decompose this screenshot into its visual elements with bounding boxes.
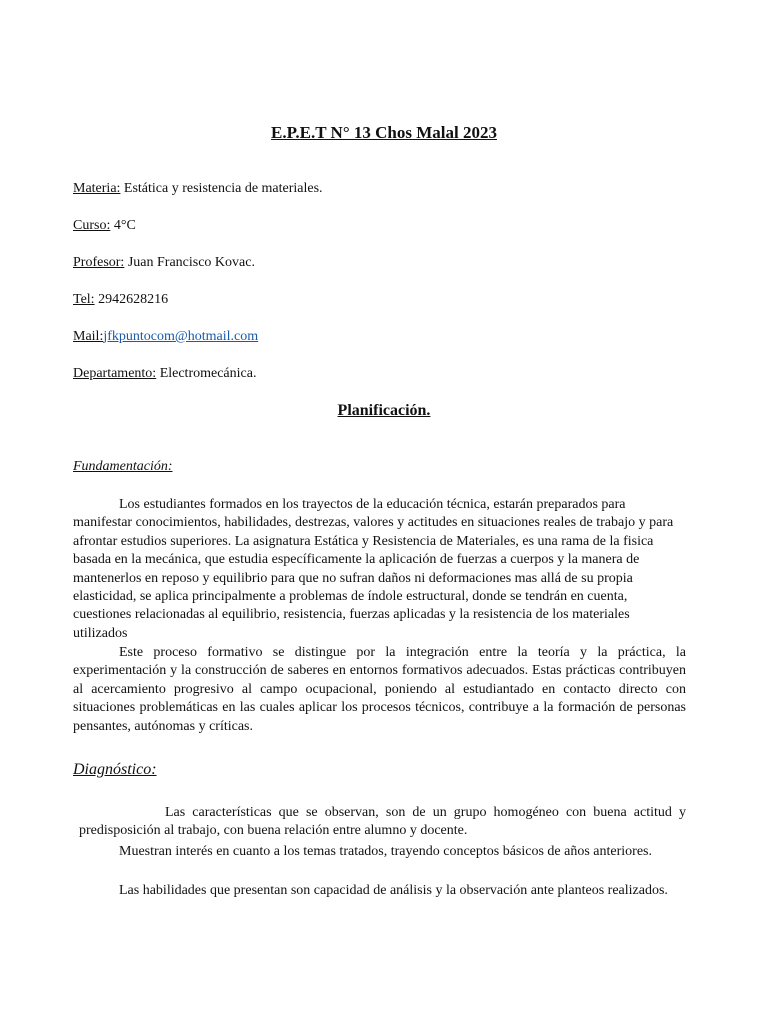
fundamentacion-paragraph-2: Este proceso formativo se distingue por la integración entre la teoría y la práctica, la experimentación y la construcción de saberes en entornos formativos adecuados. Estas prácticas contribuyen al acercamiento progresivo al campo ocupacional, poniendo al estudiantado en contacto directo con situaciones problemáticas en las cuales aplicar los procesos técnicos, contribuye a la formación de personas pensantes, autónomas y críticas. [73,645,686,734]
profesor-value: Juan Francisco Kovac. [124,255,255,270]
diagnostico-paragraph-1: Las características que se observan, son de un grupo homogéneo con buena actitud y predisposición al trabajo, con buena relación entre alumno y docente. [79,805,686,839]
mail-label: Mail: [73,329,104,344]
profesor-field [73,254,255,272]
curso-field [73,217,136,235]
diagnostico-paragraph-2: Muestran interés en cuanto a los temas tratados, trayendo conceptos básicos de años anteriores. [119,844,652,859]
curso-value: 4°C [110,218,136,233]
curso-label: Curso: [73,218,111,233]
departamento-value: Electromecánica. [156,366,257,381]
materia-value: Estática y resistencia de materiales. [120,181,323,196]
diagnostico-heading: Diagnóstico: [73,761,157,778]
materia-label: Materia: [73,181,121,196]
tel-label: Tel: [73,292,95,307]
diagnostico-paragraph-3: Las habilidades que presentan son capacidad de análisis y la observación ante planteos realizados. [119,883,668,898]
mail-link[interactable]: jfkpuntocom@hotmail.com [103,329,259,344]
mail-field [73,328,258,346]
departamento-label: Departamento: [73,366,157,381]
fundamentacion-heading: Fundamentación: [73,459,173,474]
document-title: E.P.E.T N° 13 Chos Malal 2023 [271,123,497,142]
profesor-label: Profesor: [73,255,125,270]
materia-field [73,180,323,198]
fundamentacion-paragraph-1: Los estudiantes formados en los trayectos de la educación técnica, estarán preparados para manifestar conocimientos, habilidades, destrezas, valores y actitudes en situaciones reales de trabajo y para afrontar estudios superiores. La asignatura Estática y Resistencia de Materiales, es una rama de la fisica basada en la mecánica, que estudia específicamente la aplicación de fuerzas a cuerpos y la manera de mantenerlos en reposo y equilibrio para que no sufran daños ni deformaciones mas allá de su propia elasticidad, se aplica principalmente a problemas de índole estructural, donde se tendrán en cuenta, cuestiones relacionadas al equilibrio, resistencia, fuerzas aplicadas y la resistencia de los materiales utilizados [73,497,674,641]
planificacion-title: Planificación. [337,402,431,419]
tel-field [73,291,168,309]
departamento-field [73,365,256,383]
tel-value: 2942628216 [94,292,169,307]
